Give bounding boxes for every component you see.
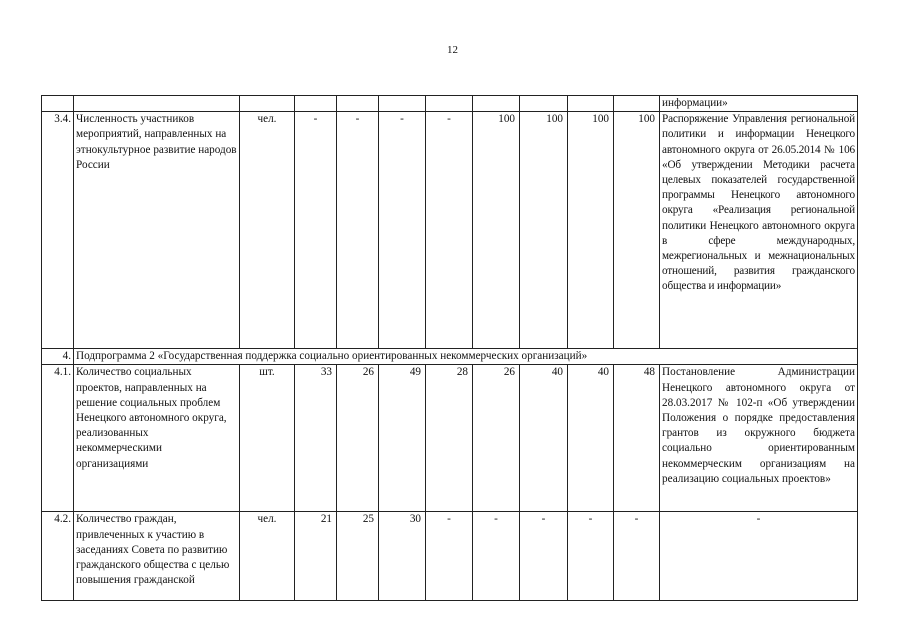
value-cell: 100 — [520, 112, 568, 349]
value-cell: 40 — [568, 365, 614, 512]
value-cell: - — [568, 512, 614, 601]
value-cell: 26 — [337, 365, 379, 512]
indicators-table — [41, 95, 858, 601]
value-cell: - — [426, 512, 473, 601]
subprogram-title: Подпрограмма 2 «Государственная поддержка социально ориентированных некоммерческих организаций» — [74, 349, 858, 365]
value-cell: - — [473, 512, 520, 601]
cell-empty — [473, 96, 520, 112]
value-cell: 30 — [379, 512, 426, 601]
cell-empty — [426, 96, 473, 112]
value-cell: 100 — [568, 112, 614, 349]
source-cell: информации» — [660, 96, 858, 112]
value-cell: 100 — [473, 112, 520, 349]
value-cell: - — [295, 112, 337, 349]
cell-empty — [379, 96, 426, 112]
table-row — [42, 96, 858, 112]
table-row — [42, 349, 858, 365]
cell-empty — [42, 96, 74, 112]
table-row — [42, 365, 858, 512]
row-number: 3.4. — [42, 112, 74, 349]
indicator-name: Количество граждан, привлеченных к участию в заседаниях Совета по развитию гражданского общества с целью повышения гражданской — [74, 512, 240, 601]
cell-empty — [240, 96, 295, 112]
value-cell: 48 — [614, 365, 660, 512]
table-row — [42, 112, 858, 349]
cell-empty — [568, 96, 614, 112]
cell-empty — [337, 96, 379, 112]
indicator-name: Численность участников мероприятий, направленных на этнокультурное развитие народов России — [74, 112, 240, 349]
value-cell: 28 — [426, 365, 473, 512]
cell-empty — [520, 96, 568, 112]
cell-empty — [295, 96, 337, 112]
row-number: 4.1. — [42, 365, 74, 512]
row-number: 4. — [42, 349, 74, 365]
unit-cell: чел. — [240, 112, 295, 349]
source-cell: Постановление Администрации Ненецкого автономного округа от 28.03.2017 № 102-п «Об утверждении Положения о порядке предоставления грантов из окружного бюджета социально ориентированным некоммерческим организациям на реализацию социальных проектов» — [660, 365, 858, 512]
value-cell: - — [426, 112, 473, 349]
source-cell: - — [660, 512, 858, 601]
value-cell: 25 — [337, 512, 379, 601]
value-cell: - — [379, 112, 426, 349]
table-row — [42, 512, 858, 601]
cell-empty — [74, 96, 240, 112]
value-cell: 33 — [295, 365, 337, 512]
unit-cell: шт. — [240, 365, 295, 512]
value-cell: 40 — [520, 365, 568, 512]
value-cell: - — [520, 512, 568, 601]
source-cell: Распоряжение Управления региональной политики и информации Ненецкого автономного округа от 26.05.2014 № 106 «Об утверждении Методики расчета целевых показателей государственной программы Ненецкого автономного округа «Реализация региональной политики Ненецкого автономного округа в сфере международных, межрегиональных и межнациональных отношений, развития гражданского общества и информации» — [660, 112, 858, 349]
value-cell: 21 — [295, 512, 337, 601]
unit-cell: чел. — [240, 512, 295, 601]
row-number: 4.2. — [42, 512, 74, 601]
value-cell: 26 — [473, 365, 520, 512]
cell-empty — [614, 96, 660, 112]
indicator-name: Количество социальных проектов, направленных на решение социальных проблем Ненецкого автономного округа, реализованных некоммерческими организациями — [74, 365, 240, 512]
value-cell: - — [337, 112, 379, 349]
value-cell: 100 — [614, 112, 660, 349]
value-cell: - — [614, 512, 660, 601]
page-number: 12 — [447, 44, 458, 56]
value-cell: 49 — [379, 365, 426, 512]
